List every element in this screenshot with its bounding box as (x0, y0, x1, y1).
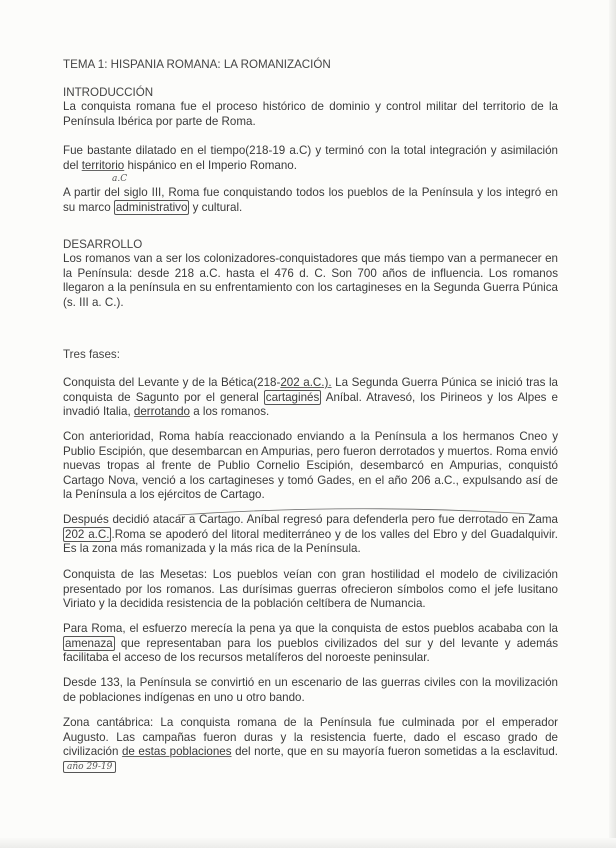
page-bottom-shadow (0, 838, 616, 848)
f1-text: Conquista del Levante y de la Bética(218- (63, 376, 281, 389)
underlined-territorio: territorio (81, 158, 125, 172)
fase-levante-paragraph (63, 376, 558, 420)
f7-text-end: del norte, que en su mayoría fueron sometidas a la esclavitud. (231, 745, 558, 759)
desarrollo-heading: DESARROLLO (63, 238, 143, 251)
pencil-arc-mark (176, 505, 536, 517)
f3-text: Después decidió atacar a Cartago. Aníbal regresó para defenderla pero fue derrotado en Zama (63, 513, 558, 526)
intro-paragraph-3 (63, 186, 558, 215)
handwritten-date-note: año 29-19 (63, 761, 116, 773)
fases-heading: Tres fases: (63, 348, 120, 361)
fase-zama-paragraph (63, 513, 558, 557)
intro-paragraph-2 (63, 144, 558, 173)
desarrollo-paragraph: Los romanos van a ser los colonizadores-conquistadores que más tiempo van a permanecer en la Península: desde 218 a.C. hasta el 476 d. C. Son 700 años de influencia. Los romanos llegaron a la península en su enfrentamiento con los cartagineses en la Segunda Guerra Púnica (s. III a. C.). (63, 252, 558, 309)
boxed-administrativo: administrativo (115, 200, 188, 214)
intro-p2-text-end: hispánico en el Imperio Romano. (124, 158, 297, 172)
f1-text-4: a los romanos. (189, 405, 270, 419)
intro-paragraph-1: La conquista romana fue el proceso histórico de dominio y control militar del territorio de la Península Ibérica por parte de Roma. (63, 100, 558, 128)
page-edge-shadow (609, 0, 616, 848)
underlined-date-202: 202 a.C.). (280, 376, 332, 389)
boxed-date-202: 202 a.C. (65, 527, 110, 541)
f5-text: Para Roma, el esfuerzo merecía la pena ya que la conquista de estos pueblos acababa con la (63, 622, 558, 635)
fase-amenaza-paragraph (63, 622, 558, 666)
underlined-de-estas-poblaciones: de estas poblaciones (121, 745, 232, 759)
f7-text: Zona cantábrica: La conquista romana de la Península fue culminada por el emperador Augusto. Las campañas fueron duras y la resistencia fuerte, dado el escaso grado de civilización (63, 716, 558, 759)
f1-text-3: Aníbal. Atravesó, los Pirineos y los Alpes e invadió Italia, (63, 390, 558, 419)
intro-heading: INTRODUCCIÓN (63, 86, 154, 99)
boxed-amenaza: amenaza (65, 636, 113, 650)
document-title: TEMA 1: HISPANIA ROMANA: LA ROMANIZACIÓN (63, 58, 331, 71)
intro-p2-text: Fue bastante dilatado en el tiempo(218-19 a.C) y terminó con la total integración y asimilación del (63, 144, 558, 172)
boxed-cartagines: cartaginés (265, 390, 320, 404)
underlined-derrotando: derrotando (133, 405, 190, 419)
f5-text-end: que representaban para los pueblos civilizados del sur y del levante y además facilitaba el acceso de los recursos metalíferos del noroeste peninsular. (63, 636, 558, 665)
intro-p3-text-end: y cultural. (189, 200, 243, 214)
f1-text-2: La Segunda Guerra Púnica se inició tras la conquista de Sagunto por el general (63, 376, 559, 404)
fase-mesetas-paragraph: Conquista de las Mesetas: Los pueblos veían con gran hostilidad el modelo de civilización presentado por los romanos. Las durísimas guerras ofrecieron símbolos como el jefe lusitano Viriato y la decidida resistencia de la población celtíbera de Numancia. (63, 568, 558, 611)
fase-guerras-civiles-paragraph: Desde 133, la Península se convirtió en un escenario de las guerras civiles con la movilización de poblaciones indígenas en uno u otro bando. (63, 676, 558, 704)
intro-p3-text: A partir del siglo III, Roma fue conquistando todos los pueblos de la Península y los integró en su marco (63, 186, 558, 214)
f3-text-end: .Roma se apoderó del litoral mediterráneo y de los valles del Ebro y del Guadalquivir. Es la zona más romanizada y la más rica de la Península. (63, 527, 558, 556)
fase-cantabrica-paragraph (63, 716, 558, 774)
handwritten-ac-note: a.C (112, 174, 128, 184)
fase-escipion-paragraph: Con anterioridad, Roma había reaccionado enviando a la Península a los hermanos Cneo y Publio Escipión, que desembarcan en Ampurias, pero fueron derrotados y muertos. Roma envió nuevas tropas al frente de Publio Cornelio Escipión, desembarcó en Ampurias, conquistó Cartago Nova, venció a los cartagineses y tomó Gades, en el año 206 a.C., expulsando así de la Península a los ejércitos de Cartago. (63, 430, 558, 502)
